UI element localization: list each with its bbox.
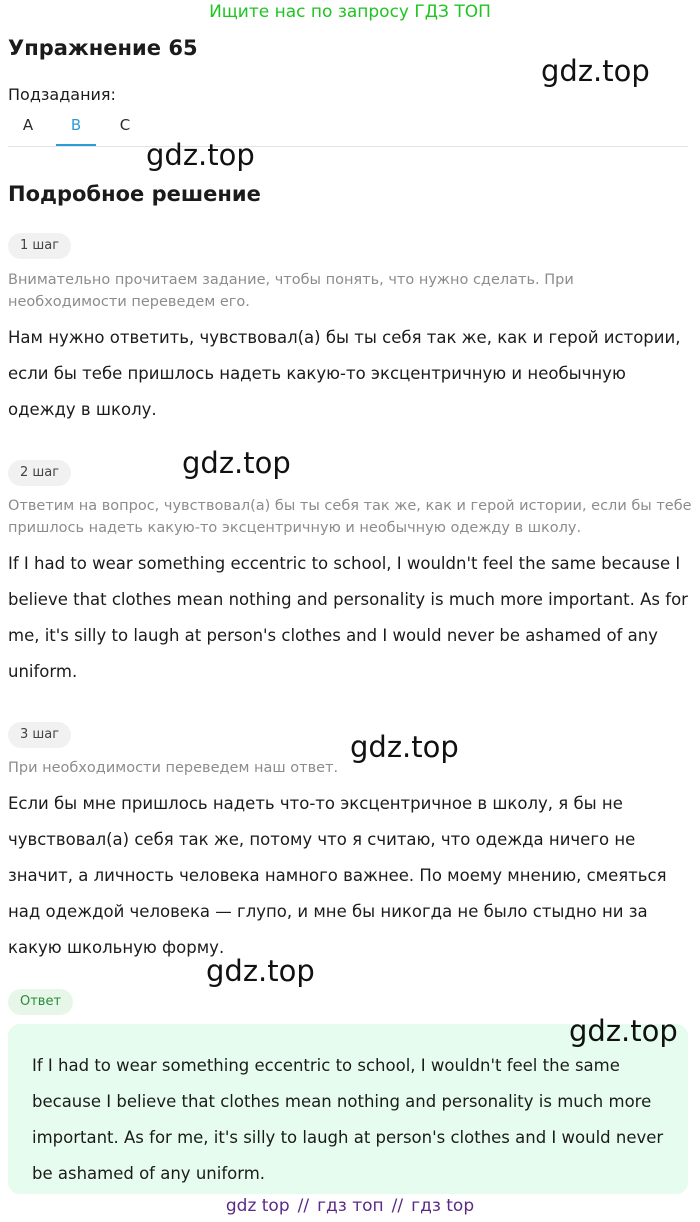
step-text: Если бы мне пришлось надеть что-то эксцентричное в школу, я бы не чувствовал(а) себя так же, потому что я считаю, что одежда ничего не значит, а личность человека намного важнее. По моему мнению, смеяться над одеждой человека — глупо, и мне бы никогда не было стыдно ни за какую школьную форму. xyxy=(8,794,667,957)
watermark: gdz.top xyxy=(541,54,650,88)
footer-links xyxy=(0,1196,700,1216)
tab-b[interactable]: B xyxy=(56,110,96,146)
step-text: If I had to wear something eccentric to school, I wouldn't feel the same because I believe that clothes mean nothing and personality is much more important. As for me, it's silly to laugh at person's clothes and I would never be ashamed of any uniform. xyxy=(8,554,688,681)
step-note: Ответим на вопрос, чувствовал(а) бы ты себя так же, как и герой истории, если бы тебе пришлось надеть какую-то эксцентричную и необычную одежду в школу. xyxy=(8,498,692,536)
watermark: gdz.top xyxy=(206,954,315,988)
footer-link[interactable]: gdz top xyxy=(225,1196,290,1216)
page-title: Упражнение 65 xyxy=(8,36,198,60)
step-badge: 1 шаг xyxy=(8,233,71,259)
search-banner: Ищите нас по запросу ГДЗ ТОП xyxy=(209,2,491,22)
solution-title: Подробное решение xyxy=(8,182,261,206)
step-note: Внимательно прочитаем задание, чтобы понять, что нужно сделать. При необходимости переведем его. xyxy=(8,272,574,310)
step-badge: 3 шаг xyxy=(8,722,71,748)
subtask-tabs xyxy=(8,110,688,147)
answer-badge: Ответ xyxy=(8,989,73,1015)
tab-a[interactable]: A xyxy=(22,116,34,134)
subtasks-label: Подзадания: xyxy=(8,85,116,104)
footer-link[interactable]: гдз топ xyxy=(317,1196,384,1216)
step-badge: 2 шаг xyxy=(8,460,71,486)
watermark: gdz.top xyxy=(350,730,459,764)
watermark: gdz.top xyxy=(182,446,291,480)
footer-link[interactable]: гдз top xyxy=(411,1196,475,1216)
tab-c[interactable]: C xyxy=(119,116,131,134)
step-note: При необходимости переведем наш ответ. xyxy=(8,760,339,776)
footer-separator: // xyxy=(391,1196,404,1216)
step-text: Нам нужно ответить, чувствовал(а) бы ты себя так же, как и герой истории, если бы тебе пришлось надеть какую-то эксцентричную и необычную одежду в школу. xyxy=(8,328,681,419)
answer-text: If I had to wear something eccentric to school, I wouldn't feel the same because I believe that clothes mean nothing and personality is much more important. As for me, it's silly to laugh at person's clothes and I would never be ashamed of any uniform. xyxy=(32,1056,664,1183)
footer-separator: // xyxy=(297,1196,310,1216)
watermark: gdz.top xyxy=(569,1014,678,1048)
answer-box xyxy=(8,1024,688,1194)
watermark: gdz.top xyxy=(146,138,255,172)
